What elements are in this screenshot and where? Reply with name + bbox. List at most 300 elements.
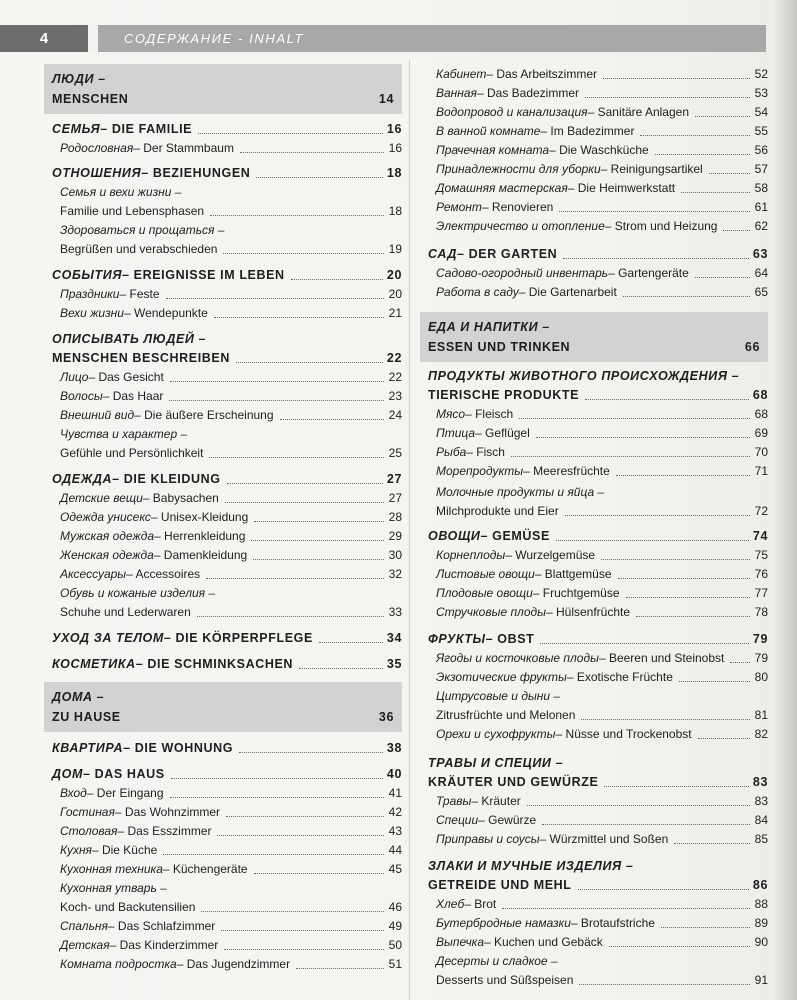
- entry-label-de: – Blattgemüse: [534, 567, 612, 581]
- entry-label-ru: УХОД ЗА ТЕЛОМ: [52, 631, 164, 645]
- dot-leader: [239, 751, 383, 753]
- toc-line[interactable]: [60, 822, 402, 841]
- page-number: 53: [754, 86, 768, 100]
- entry-label-de: – Geflügel: [475, 426, 530, 440]
- page-number: 41: [388, 786, 402, 800]
- entry-label-de: GETREIDE UND MEHL: [428, 878, 572, 892]
- entry-label-ru: Ремонт: [436, 200, 482, 214]
- entry-label-ru: Внешний вид: [60, 408, 135, 422]
- page-number: 72: [754, 504, 768, 518]
- toc-line[interactable]: [428, 245, 768, 264]
- entry-label-ru: Выпечка: [436, 935, 484, 949]
- toc-line[interactable]: [60, 508, 402, 527]
- toc-line[interactable]: [52, 470, 402, 489]
- toc-line[interactable]: [60, 444, 402, 463]
- entry-label-de: Desserts und Süßspeisen: [436, 973, 574, 987]
- entry-label-de: – Die Küche: [91, 843, 158, 857]
- page-number: 64: [754, 266, 768, 280]
- entry-label-ru: Чувства и характер –: [60, 427, 188, 441]
- page-number: 52: [754, 67, 768, 81]
- dot-leader: [221, 929, 384, 931]
- entry-label-de: – Das Kinderzimmer: [109, 938, 219, 952]
- entry-label-de: – GEMÜSE: [480, 529, 550, 543]
- dot-leader: [730, 661, 750, 663]
- entry-label-ru: Домашняя мастерская: [436, 181, 568, 195]
- dot-leader: [291, 278, 383, 280]
- section-title: ЛЮДИ –: [52, 72, 106, 86]
- entry-label-de: – DAS HAUS: [82, 767, 165, 781]
- toc-line[interactable]: [60, 425, 402, 444]
- entry-label-de: MENSCHEN BESCHREIBEN: [52, 351, 230, 365]
- dot-leader: [280, 418, 384, 420]
- toc-line[interactable]: [60, 304, 402, 323]
- dot-leader: [565, 514, 750, 516]
- page-number: 32: [388, 567, 402, 581]
- page-number: 16: [386, 122, 402, 136]
- entry-label-ru: ОТНОШЕНИЯ: [52, 166, 142, 180]
- page-number: 23: [388, 389, 402, 403]
- page-number: 4: [0, 25, 88, 52]
- entry-label-de: – Brot: [464, 897, 497, 911]
- dot-leader: [674, 842, 750, 844]
- entry-label-ru: Птица: [436, 426, 476, 440]
- section-header-block: [44, 682, 402, 732]
- section-header-line[interactable]: [428, 338, 760, 357]
- dot-leader: [236, 361, 383, 363]
- toc-line[interactable]: [52, 266, 402, 285]
- toc-line[interactable]: [52, 330, 402, 349]
- toc-line[interactable]: [436, 264, 768, 283]
- entry-label-de: – Fleisch: [465, 407, 514, 421]
- toc-line[interactable]: [60, 898, 402, 917]
- page-number: 88: [754, 897, 768, 911]
- page-number: 78: [754, 605, 768, 619]
- entry-label-de: – Gewürze: [478, 813, 537, 827]
- entry-label-ru: Цитрусовые и дыни –: [436, 689, 561, 703]
- toc-line[interactable]: [428, 876, 768, 895]
- entry-label-de: Schuhe und Lederwaren: [60, 605, 191, 619]
- entry-label-ru: Волосы: [60, 389, 103, 403]
- entry-label-ru: Семья и вехи жизни –: [60, 185, 182, 199]
- toc-line[interactable]: [52, 655, 402, 674]
- dot-leader: [610, 496, 750, 497]
- toc-line[interactable]: [428, 386, 768, 405]
- toc-line[interactable]: [428, 630, 768, 649]
- section-header-line[interactable]: [52, 708, 394, 727]
- dot-leader: [227, 482, 383, 484]
- toc-line[interactable]: [436, 971, 768, 990]
- toc-line[interactable]: [52, 739, 402, 758]
- entry-label-de: – Herrenkleidung: [154, 529, 246, 543]
- dot-leader: [166, 297, 384, 299]
- page-number: 24: [388, 408, 402, 422]
- toc-line[interactable]: [436, 443, 768, 462]
- dot-leader: [201, 910, 384, 912]
- toc-line[interactable]: [52, 765, 402, 784]
- entry-label-ru: Лицо: [60, 370, 89, 384]
- entry-label-ru: Рыба: [436, 445, 467, 459]
- dot-leader: [579, 983, 750, 985]
- toc-line[interactable]: [60, 936, 402, 955]
- dot-leader: [254, 872, 384, 874]
- entry-label-de: – BEZIEHUNGEN: [141, 166, 251, 180]
- page-number: 74: [752, 529, 768, 543]
- dot-leader: [556, 539, 749, 541]
- dot-leader: [698, 737, 750, 739]
- toc-line[interactable]: [60, 879, 402, 898]
- section-header-block: [420, 312, 768, 362]
- page-number: 68: [752, 388, 768, 402]
- page-number: 51: [388, 957, 402, 971]
- entry-label-ru: Прачечная комната: [436, 143, 550, 157]
- page-number: 40: [386, 767, 402, 781]
- page-number: 55: [754, 124, 768, 138]
- entry-label-de: – Beeren und Steinobst: [598, 651, 725, 665]
- page-number: 44: [388, 843, 402, 857]
- dot-leader: [695, 276, 750, 278]
- entry-label-de: – Accessoires: [126, 567, 201, 581]
- entry-label-de: – Brotaufstriche: [570, 916, 655, 930]
- entry-label-de: Gefühle und Persönlichkeit: [60, 446, 204, 460]
- dot-leader: [224, 948, 384, 950]
- toc-line[interactable]: [436, 565, 768, 584]
- toc-line[interactable]: [436, 141, 768, 160]
- entry-label-ru: Детская: [60, 938, 110, 952]
- toc-line[interactable]: [436, 65, 768, 84]
- toc-line[interactable]: [60, 841, 402, 860]
- dot-leader: [251, 539, 384, 541]
- leader-space: [112, 83, 376, 84]
- section-header-line[interactable]: [52, 90, 394, 109]
- entry-label-de: – Der Eingang: [86, 786, 164, 800]
- entry-label-de: – DIE FAMILIE: [100, 122, 193, 136]
- dot-leader: [519, 417, 750, 419]
- header-divider: [88, 25, 98, 52]
- entry-label-de: – Die äußere Erscheinung: [134, 408, 274, 422]
- leader-space: [556, 331, 742, 332]
- dot-leader: [206, 577, 384, 579]
- page-number: 89: [754, 916, 768, 930]
- toc-line[interactable]: [60, 546, 402, 565]
- entry-label-de: – Wurzelgemüse: [505, 548, 596, 562]
- entry-label-ru: Обувь и кожаные изделия –: [60, 586, 216, 600]
- toc-line[interactable]: [60, 565, 402, 584]
- entry-label-ru: Одежда унисекс: [60, 510, 151, 524]
- entry-label-de: – Fruchtgemüse: [532, 586, 620, 600]
- entry-label-de: – Nüsse und Trockenobst: [555, 727, 692, 741]
- entry-label-ru: Корнеплоды: [436, 548, 506, 562]
- page-number: 43: [388, 824, 402, 838]
- toc-line[interactable]: [60, 139, 402, 158]
- toc-line[interactable]: [436, 283, 768, 302]
- entry-label-ru: ПРОДУКТЫ ЖИВОТНОГО ПРОИСХОЖДЕНИЯ –: [428, 369, 740, 383]
- entry-label-ru: Вехи жизни: [60, 306, 124, 320]
- entry-label-ru: Морепродукты: [436, 464, 524, 478]
- dot-leader: [604, 785, 748, 787]
- toc-line[interactable]: [436, 895, 768, 914]
- toc-line[interactable]: [60, 202, 402, 221]
- section-header-line[interactable]: [428, 318, 760, 337]
- toc-line[interactable]: [428, 367, 768, 386]
- entry-label-de: – Küchengeräte: [162, 862, 248, 876]
- dot-leader: [566, 700, 750, 701]
- toc-line[interactable]: [428, 527, 768, 546]
- section-header-line[interactable]: [52, 70, 394, 89]
- toc-line[interactable]: [436, 405, 768, 424]
- entry-label-ru: Комната подростка: [60, 957, 177, 971]
- page-number: 29: [388, 529, 402, 543]
- dot-leader: [609, 945, 750, 947]
- toc-line[interactable]: [436, 649, 768, 668]
- entry-label-ru: Вход: [60, 786, 87, 800]
- toc-line[interactable]: [60, 584, 402, 603]
- dot-leader: [221, 597, 384, 598]
- entry-label-de: – EREIGNISSE IM LEBEN: [122, 268, 285, 282]
- entry-label-ru: Бутербродные намазки: [436, 916, 571, 930]
- dot-leader: [563, 257, 749, 259]
- entry-label-ru: Приправы и соусы: [436, 832, 540, 846]
- dot-leader: [225, 501, 384, 503]
- dot-leader: [636, 615, 750, 617]
- toc-line[interactable]: [436, 687, 768, 706]
- dot-leader: [655, 153, 750, 155]
- entry-label-ru: Хлеб: [436, 897, 465, 911]
- entry-label-de: TIERISCHE PRODUKTE: [428, 388, 580, 402]
- leader-space: [134, 103, 375, 104]
- toc-line[interactable]: [60, 603, 402, 622]
- entry-label-ru: ОПИСЫВАТЬ ЛЮДЕЙ –: [52, 332, 207, 346]
- toc-line[interactable]: [436, 424, 768, 443]
- toc-line[interactable]: [60, 368, 402, 387]
- dot-leader: [230, 234, 384, 235]
- toc-line[interactable]: [60, 955, 402, 974]
- page-number: 42: [388, 805, 402, 819]
- toc-line[interactable]: [60, 917, 402, 936]
- toc-line[interactable]: [436, 103, 768, 122]
- entry-label-de: – Das Schlafzimmer: [107, 919, 216, 933]
- page-number: 56: [754, 143, 768, 157]
- leader-space: [127, 721, 375, 722]
- page-number: 27: [388, 491, 402, 505]
- toc-line[interactable]: [436, 792, 768, 811]
- entry-label-ru: Водопровод и канализация: [436, 105, 588, 119]
- toc-line[interactable]: [436, 546, 768, 565]
- entry-label-ru: Гостиная: [60, 805, 115, 819]
- toc-line[interactable]: [436, 584, 768, 603]
- toc-line[interactable]: [436, 160, 768, 179]
- dot-leader: [198, 132, 383, 134]
- page-number: 54: [754, 105, 768, 119]
- dot-leader: [209, 456, 384, 458]
- toc-line[interactable]: [436, 179, 768, 198]
- dot-leader: [601, 558, 750, 560]
- page-number: 38: [386, 741, 402, 755]
- entry-label-de: – Kräuter: [471, 794, 521, 808]
- entry-label-de: – Die Heimwerkstatt: [567, 181, 676, 195]
- entry-label-ru: ОДЕЖДА: [52, 472, 113, 486]
- entry-label-ru: Аксессуары: [60, 567, 127, 581]
- entry-label-ru: ФРУКТЫ: [428, 632, 486, 646]
- toc-line[interactable]: [436, 483, 768, 502]
- entry-label-ru: Спальня: [60, 919, 108, 933]
- toc-line[interactable]: [436, 502, 768, 521]
- entry-label-de: Zitrusfrüchte und Melonen: [436, 708, 576, 722]
- page-number: 21: [388, 306, 402, 320]
- entry-label-ru: Плодовые овощи: [436, 586, 533, 600]
- dot-leader: [564, 965, 750, 966]
- entry-label-ru: Специи: [436, 813, 479, 827]
- page-number: 86: [752, 878, 768, 892]
- entry-label-de: – Feste: [119, 287, 160, 301]
- page-number: 45: [388, 862, 402, 876]
- dot-leader: [640, 134, 750, 136]
- dot-leader: [527, 804, 750, 806]
- entry-label-ru: ТРАВЫ И СПЕЦИИ –: [428, 756, 564, 770]
- page-number: 18: [386, 166, 402, 180]
- section-title: ESSEN UND TRINKEN: [428, 340, 571, 354]
- entry-label-de: – DIE KÖRPERPFLEGE: [163, 631, 313, 645]
- toc-line[interactable]: [436, 830, 768, 849]
- toc-line[interactable]: [436, 952, 768, 971]
- toc-line[interactable]: [52, 120, 402, 139]
- toc-line[interactable]: [436, 668, 768, 687]
- toc-line[interactable]: [52, 629, 402, 648]
- entry-label-de: – Kuchen und Gebäck: [484, 935, 603, 949]
- dot-leader: [223, 252, 384, 254]
- toc-line[interactable]: [60, 387, 402, 406]
- page-number: 69: [754, 426, 768, 440]
- dot-leader: [296, 967, 384, 969]
- toc-line[interactable]: [436, 603, 768, 622]
- toc-line[interactable]: [60, 406, 402, 425]
- page-number: 76: [754, 567, 768, 581]
- page-number: 68: [754, 407, 768, 421]
- entry-label-de: – Fisch: [466, 445, 505, 459]
- entry-label-ru: Садово-огородный инвентарь: [436, 266, 609, 280]
- dot-leader: [626, 596, 751, 598]
- dot-leader: [578, 888, 749, 890]
- section-header-line[interactable]: [52, 688, 394, 707]
- page-number: 66: [744, 340, 760, 354]
- toc-line[interactable]: [436, 217, 768, 236]
- leader-space: [110, 701, 376, 702]
- page-number: 14: [378, 92, 394, 106]
- entry-label-ru: Мужская одежда: [60, 529, 155, 543]
- toc-line[interactable]: [436, 122, 768, 141]
- leader-space: [576, 351, 741, 352]
- toc-line[interactable]: [60, 784, 402, 803]
- page-number: 70: [754, 445, 768, 459]
- page-number: 20: [388, 287, 402, 301]
- toc-line[interactable]: [436, 84, 768, 103]
- page-number: 90: [754, 935, 768, 949]
- entry-label-de: Begrüßen und verabschieden: [60, 242, 218, 256]
- dot-leader: [603, 77, 750, 79]
- page-number: 77: [754, 586, 768, 600]
- entry-label-ru: Столовая: [60, 824, 118, 838]
- toc-line[interactable]: [428, 857, 768, 876]
- dot-leader: [256, 176, 382, 178]
- page-number: 63: [752, 247, 768, 261]
- dot-leader: [661, 926, 750, 928]
- dot-leader: [193, 438, 384, 439]
- toc-line[interactable]: [436, 462, 768, 481]
- entry-label-de: – Das Arbeitszimmer: [486, 67, 598, 81]
- toc-line[interactable]: [60, 803, 402, 822]
- entry-label-de: – Damenkleidung: [153, 548, 248, 562]
- toc-line[interactable]: [436, 811, 768, 830]
- entry-label-de: – Die Waschküche: [549, 143, 649, 157]
- entry-label-ru: Кухня: [60, 843, 92, 857]
- dot-leader: [212, 343, 384, 344]
- entry-label-de: – Meeresfrüchte: [523, 464, 610, 478]
- dot-leader: [170, 380, 384, 382]
- entry-label-de: – Wendepunkte: [123, 306, 208, 320]
- dot-leader: [163, 853, 384, 855]
- toc-line[interactable]: [428, 754, 768, 773]
- entry-label-de: – Gartengeräte: [608, 266, 689, 280]
- dot-leader: [197, 615, 384, 617]
- entry-label-de: – Sanitäre Anlagen: [587, 105, 689, 119]
- dot-leader: [618, 577, 751, 579]
- dot-leader: [695, 115, 750, 117]
- toc-line[interactable]: [436, 198, 768, 217]
- page-number: 57: [754, 162, 768, 176]
- page-number: 28: [388, 510, 402, 524]
- entry-label-ru: Стручковые плоды: [436, 605, 546, 619]
- entry-label-de: – Das Haar: [102, 389, 164, 403]
- dot-leader: [511, 455, 750, 457]
- toc-line[interactable]: [428, 773, 768, 792]
- entry-label-de: – Hülsenfrüchte: [545, 605, 631, 619]
- toc-line[interactable]: [436, 933, 768, 952]
- page-number: 65: [754, 285, 768, 299]
- dot-leader: [681, 191, 750, 193]
- entry-label-de: – Exotische Früchte: [566, 670, 673, 684]
- dot-leader: [319, 641, 383, 643]
- toc-line[interactable]: [436, 725, 768, 744]
- page-number: 16: [388, 141, 402, 155]
- toc-line[interactable]: [60, 183, 402, 202]
- dot-leader: [253, 558, 384, 560]
- entry-label-ru: Работа в саду: [436, 285, 519, 299]
- entry-label-ru: Принадлежности для уборки: [436, 162, 601, 176]
- entry-label-de: – Renovieren: [481, 200, 554, 214]
- page-number: 20: [386, 268, 402, 282]
- toc-line[interactable]: [60, 221, 402, 240]
- entry-label-de: Milchprodukte und Eier: [436, 504, 559, 518]
- entry-label-de: – DIE SCHMINKSACHEN: [135, 657, 294, 671]
- dot-leader: [214, 316, 384, 318]
- toc-line[interactable]: [60, 527, 402, 546]
- toc-line[interactable]: [60, 860, 402, 879]
- page-number: 19: [388, 242, 402, 256]
- toc-line[interactable]: [436, 706, 768, 725]
- page-number: 46: [388, 900, 402, 914]
- entry-label-ru: Молочные продукты и яйца –: [436, 485, 605, 499]
- toc-line[interactable]: [60, 285, 402, 304]
- dot-leader: [171, 777, 383, 779]
- toc-line[interactable]: [60, 240, 402, 259]
- dot-leader: [240, 151, 384, 153]
- dot-leader: [536, 436, 750, 438]
- toc-line[interactable]: [52, 164, 402, 183]
- page-number: 34: [386, 631, 402, 645]
- toc-line[interactable]: [60, 489, 402, 508]
- page-number: 91: [754, 973, 768, 987]
- toc-line[interactable]: [436, 914, 768, 933]
- toc-line[interactable]: [52, 349, 402, 368]
